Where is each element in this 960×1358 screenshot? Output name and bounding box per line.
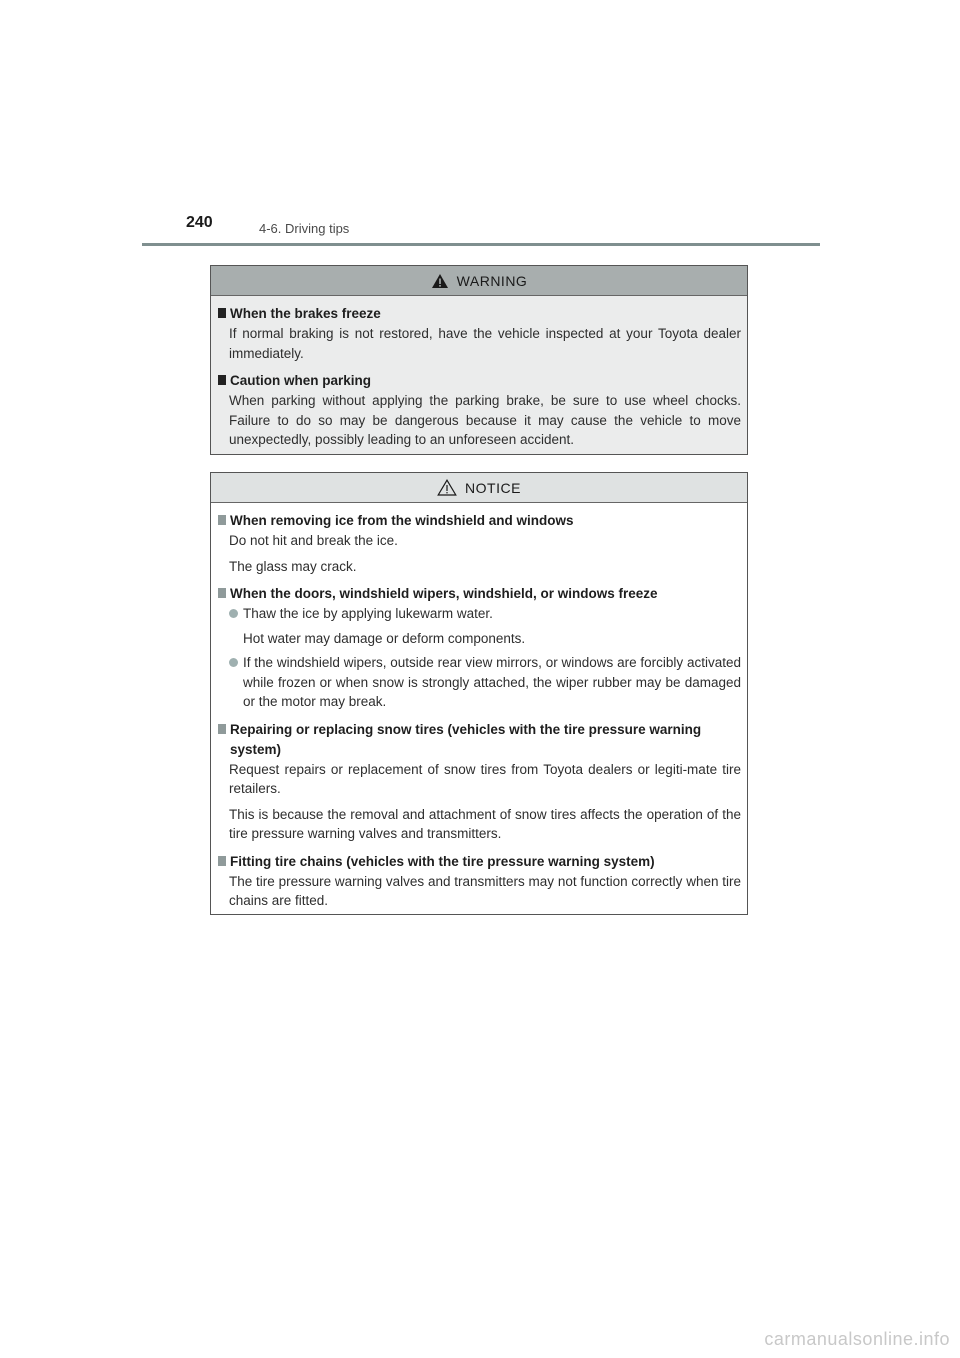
square-bullet-icon: [218, 588, 226, 598]
warning-triangle-icon: [431, 273, 449, 289]
square-bullet-icon: [218, 375, 226, 385]
item-text: If normal braking is not restored, have the vehicle inspected at your Toyota dealer immediately.: [229, 326, 741, 361]
notice-box: [210, 472, 748, 915]
notice-item-snow-tires: [218, 720, 741, 844]
notice-item-doors-freeze: [218, 584, 741, 712]
item-text: The glass may crack.: [229, 558, 357, 574]
warning-header: [211, 266, 747, 296]
square-bullet-icon: [218, 724, 226, 734]
notice-title: NOTICE: [465, 479, 521, 496]
list-item: [229, 604, 741, 624]
bullet-text: If the windshield wipers, outside rear view mirrors, or windows are forcibly activated while frozen or when snow is strongly attached, the wiper rubber may be damaged or the motor may break.: [243, 655, 741, 709]
bullet-text: Thaw the ice by applying lukewarm water.: [243, 606, 493, 621]
square-bullet-icon: [218, 515, 226, 525]
item-text: When parking without applying the parking brake, be sure to use wheel chocks. Failure to do so may be dangerous because it may cause the vehicle to move unexpectedly, possibly leading to an unforeseen accident.: [229, 393, 741, 447]
item-heading: Repairing or replacing snow tires (vehicles with the tire pressure warning system): [230, 721, 702, 757]
notice-triangle-icon: [437, 479, 457, 496]
warning-box: [210, 265, 748, 455]
item-heading: When the brakes freeze: [230, 306, 381, 321]
list-item: [229, 653, 741, 712]
item-heading: When removing ice from the windshield and windows: [230, 513, 574, 528]
circle-bullet-icon: [229, 609, 238, 618]
header-divider: [142, 243, 820, 246]
warning-title: WARNING: [456, 272, 528, 289]
square-bullet-icon: [218, 308, 226, 318]
warning-item-brakes-freeze: [218, 304, 741, 363]
warning-item-caution-parking: [218, 371, 741, 450]
notice-item-removing-ice: [218, 511, 741, 576]
item-text: Request repairs or replacement of snow tires from Toyota dealers or legiti-mate tire retailers.: [229, 761, 741, 796]
item-text: Do not hit and break the ice.: [229, 533, 398, 548]
item-heading: Fitting tire chains (vehicles with the tire pressure warning system): [230, 853, 655, 869]
notice-header: [211, 473, 747, 503]
item-text: This is because the removal and attachment of snow tires affects the operation of the tire pressure warning valves and transmitters.: [229, 806, 741, 841]
page-number: 240: [186, 214, 213, 231]
item-heading: Caution when parking: [230, 373, 372, 388]
notice-item-tire-chains: [218, 852, 741, 911]
bullet-subtext: Hot water may damage or deform components.: [243, 630, 526, 646]
item-heading: When the doors, windshield wipers, windshield, or windows freeze: [230, 586, 658, 601]
section-title: 4-6. Driving tips: [259, 221, 350, 236]
watermark: carmanualsonline.info: [764, 1329, 950, 1349]
circle-bullet-icon: [229, 658, 238, 667]
item-text: The tire pressure warning valves and transmitters may not function correctly when tire chains are fitted.: [229, 873, 741, 908]
square-bullet-icon: [218, 856, 226, 866]
